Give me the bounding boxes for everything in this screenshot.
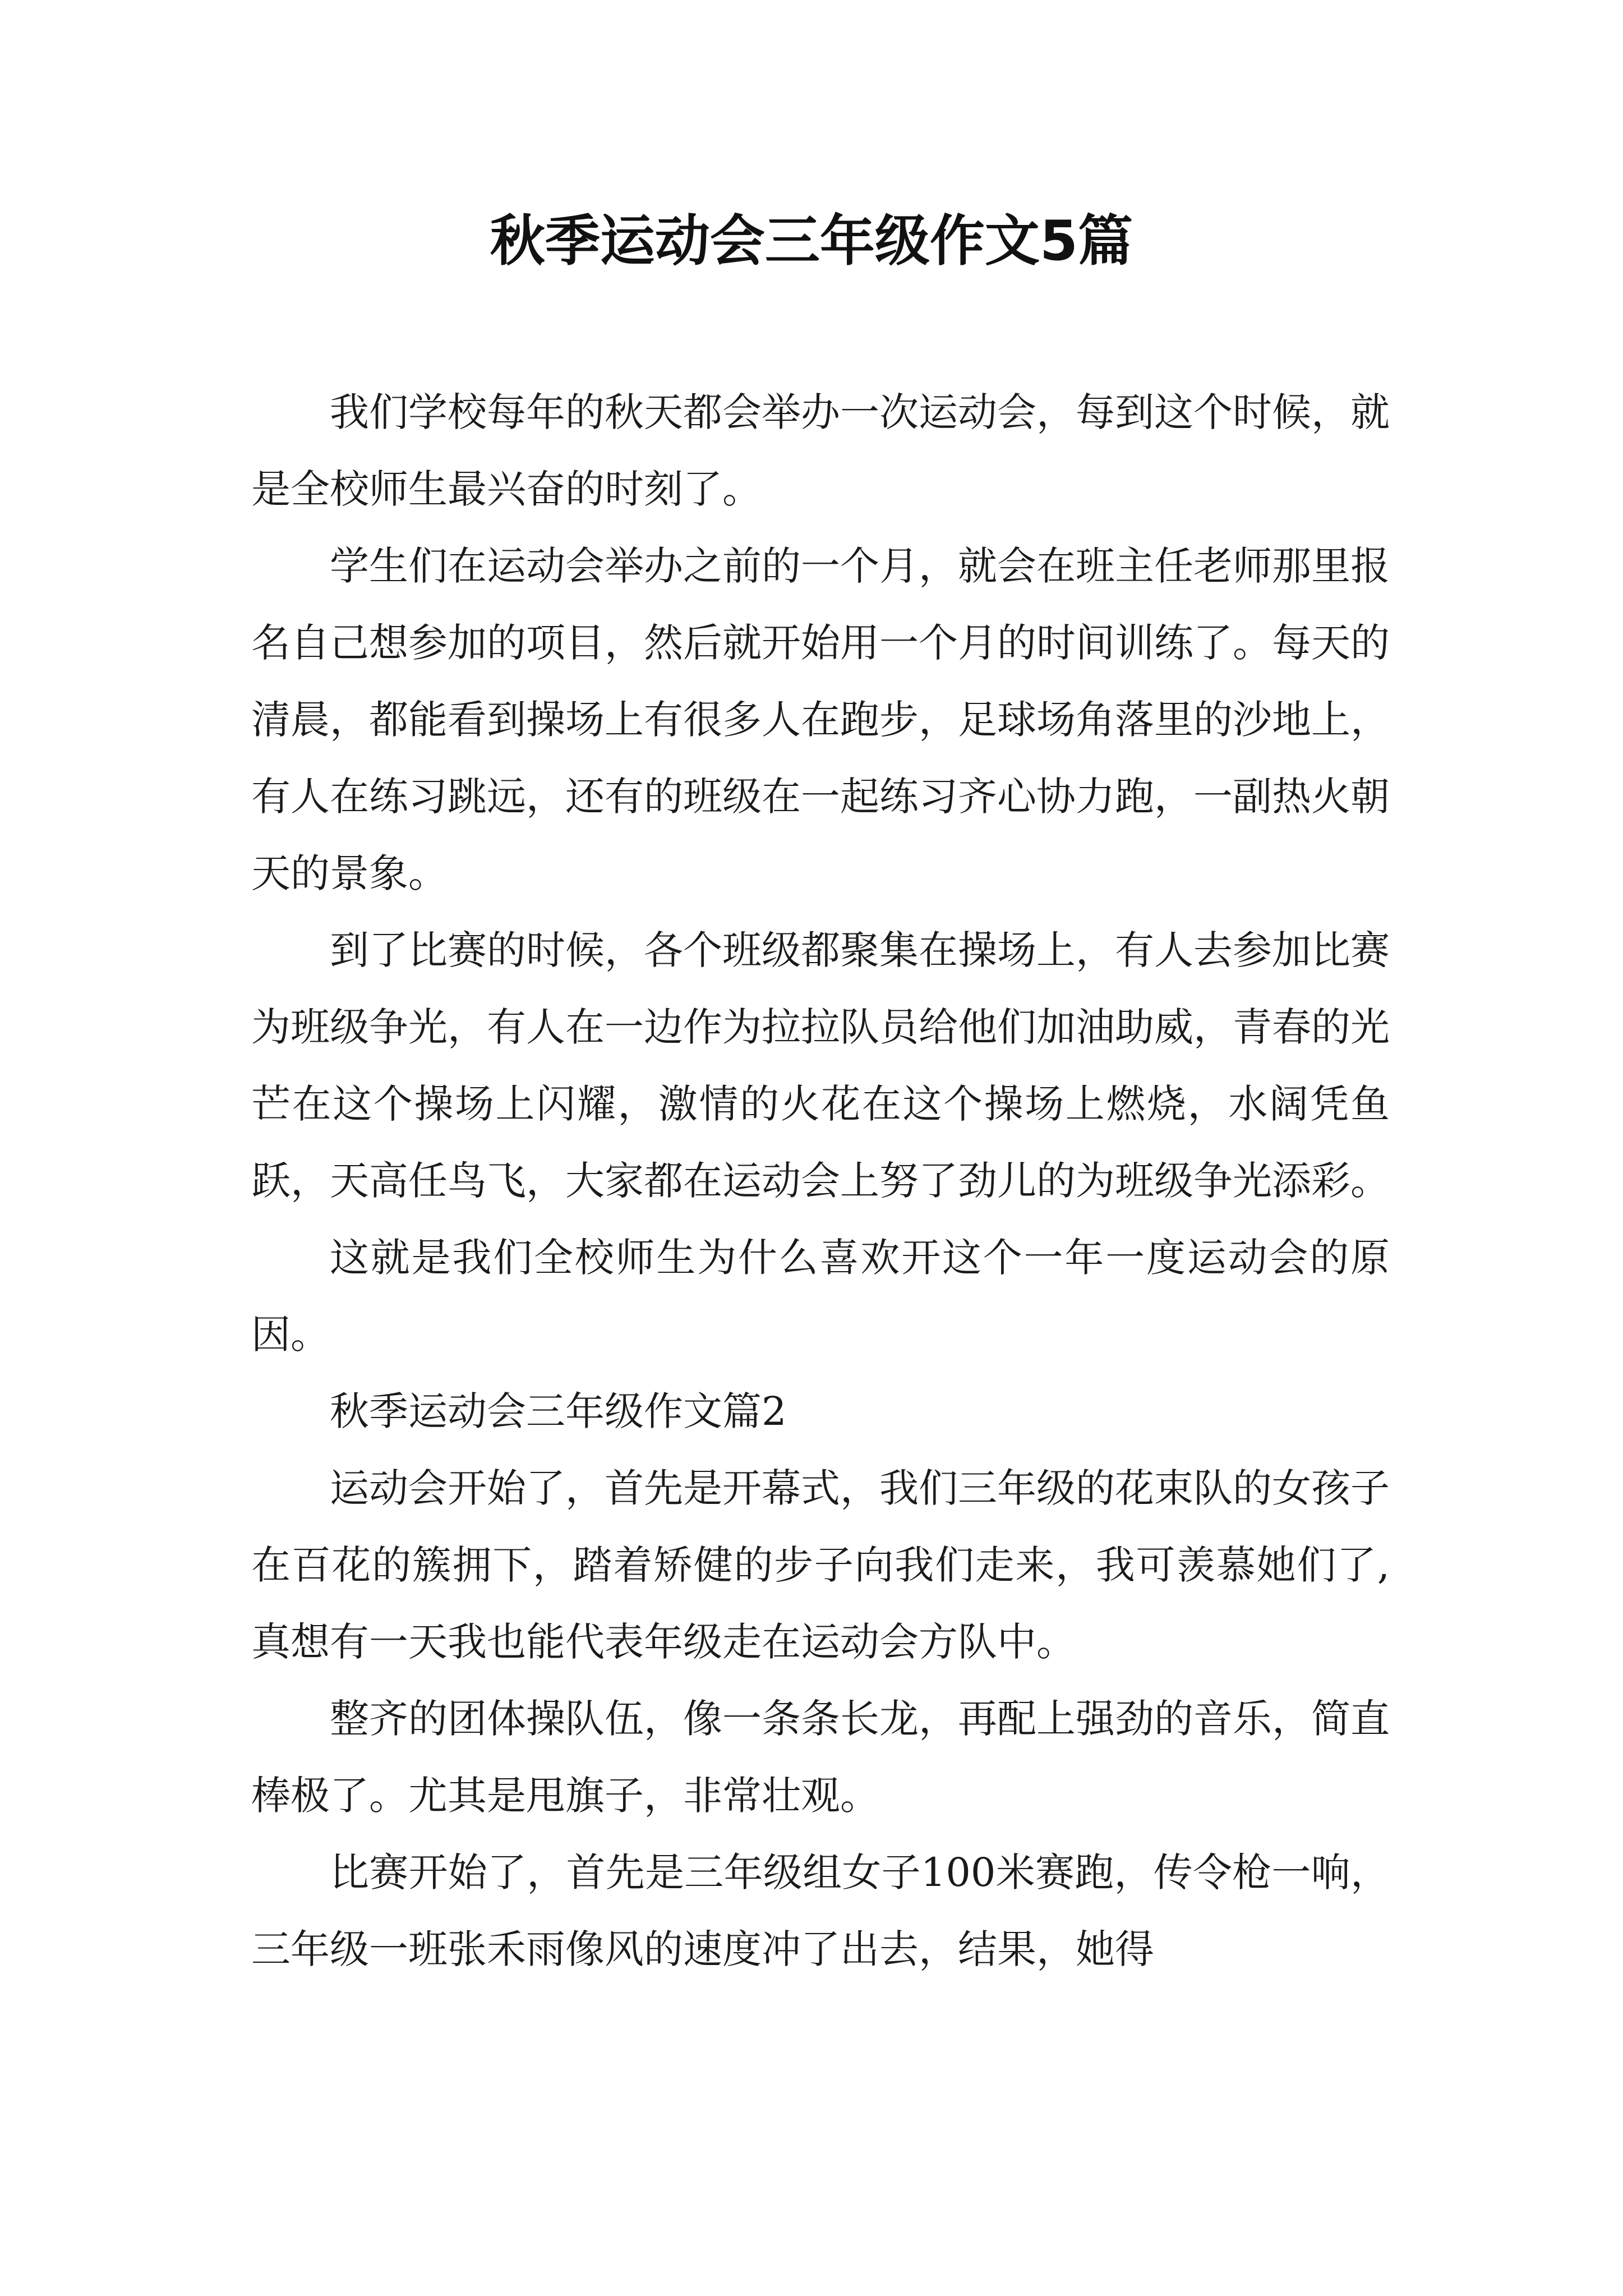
document-title: 秋季运动会三年级作文5篇 [490,209,1133,273]
paragraph: 整齐的团体操队伍，像一条条长龙，再配上强劲的音乐，简直棒极了。尤其是甩旗子，非常壮观。 [251,1696,1390,1819]
section-heading: 秋季运动会三年级作文篇2 [330,1388,787,1434]
document-body [251,374,1390,1988]
paragraph: 我们学校每年的秋天都会举办一次运动会，每到这个时候，就是全校师生最兴奋的时刻了。 [251,389,1390,512]
paragraph: 运动会开始了，首先是开幕式，我们三年级的花束队的女孩子在百花的簇拥下，踏着矫健的步子向我们走来，我可羡慕她们了,真想有一天我也能代表年级走在运动会方队中。 [251,1465,1390,1665]
paragraph: 这就是我们全校师生为什么喜欢开这个一年一度运动会的原因。 [251,1235,1390,1358]
paragraph: 比赛开始了，首先是三年级组女子100米赛跑，传令枪一响，三年级一班张禾雨像风的速度冲了出去，结果，她得 [251,1849,1390,1972]
paragraph: 到了比赛的时候，各个班级都聚集在操场上，有人去参加比赛为班级争光，有人在一边作为拉拉队员给他们加油助威，青春的光芒在这个操场上闪耀，激情的火花在这个操场上燃烧，水阔凭鱼跃，天高任鸟飞，大家都在运动会上努了劲儿的为班级争光添彩。 [251,927,1390,1204]
paragraph: 学生们在运动会举办之前的一个月，就会在班主任老师那里报名自己想参加的项目，然后就开始用一个月的时间训练了。每天的清晨，都能看到操场上有很多人在跑步，足球场角落里的沙地上，有人在练习跳远，还有的班级在一起练习齐心协力跑，一副热火朝天的景象。 [251,543,1390,896]
